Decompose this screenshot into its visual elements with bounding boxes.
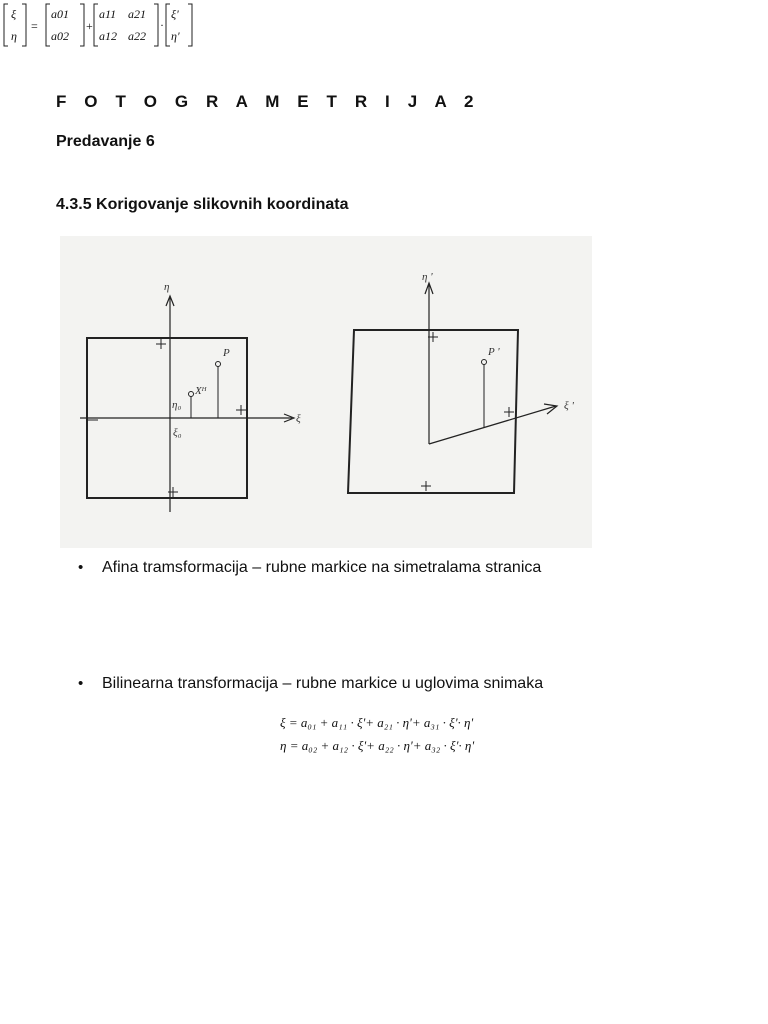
coordinate-correction-figure bbox=[60, 236, 592, 548]
figure-drawing bbox=[60, 236, 592, 548]
right-eta-label: η ' bbox=[422, 271, 433, 283]
document-title: F O T O G R A M E T R I J A 2 bbox=[56, 92, 481, 111]
rhs-eta: η' bbox=[171, 29, 180, 43]
section-heading: 4.3.5 Korigovanje slikovnih koordinata bbox=[56, 196, 349, 213]
right-point bbox=[482, 360, 487, 365]
a12: a12 bbox=[99, 29, 117, 43]
a0-2: a02 bbox=[51, 29, 69, 43]
a21: a21 bbox=[128, 7, 146, 21]
equals-sign: = bbox=[31, 19, 38, 33]
affine-matrix-svg bbox=[0, 0, 200, 50]
principal-point bbox=[189, 392, 194, 397]
rhs-xi: ξ' bbox=[171, 7, 179, 21]
lhs-eta: η bbox=[11, 29, 17, 43]
left-xi0-label: ξ₀ bbox=[173, 427, 182, 439]
left-panel bbox=[80, 296, 294, 512]
left-xi-label: ξ bbox=[296, 413, 301, 425]
left-eta-label: η bbox=[164, 281, 170, 293]
bullet-text: Bilinearna transformacija – rubne markice u uglovima snimaka bbox=[102, 675, 544, 692]
right-panel bbox=[348, 283, 557, 493]
plus-sign: + bbox=[86, 19, 93, 33]
left-xh-label: Xᴴ bbox=[195, 385, 206, 397]
bullet-symbol: • bbox=[78, 559, 84, 576]
a0-1: a01 bbox=[51, 7, 69, 21]
left-eta0-label: η₀ bbox=[172, 399, 182, 411]
lecture-subtitle: Predavanje 6 bbox=[56, 133, 155, 150]
bilinear-equation-eta: η = a₀₂ + a₁₂ · ξ'+ a₂₂ · η'+ a₃₂ · ξ'· η' bbox=[280, 738, 475, 753]
point-p bbox=[216, 362, 221, 367]
left-point-label: P bbox=[223, 347, 230, 359]
lhs-xi: ξ bbox=[11, 7, 17, 21]
right-xi-label: ξ ' bbox=[564, 400, 574, 412]
affine-equation bbox=[0, 0, 200, 50]
bullet-bilinear bbox=[78, 675, 543, 693]
right-xi-axis bbox=[429, 406, 556, 444]
bullet-text: Afina tramsformacija – rubne markice na simetralama stranica bbox=[102, 559, 542, 576]
bilinear-equation-xi: ξ = a₀₁ + a₁₁ · ξ'+ a₂₁ · η'+ a₃₁ · ξ'· η' bbox=[280, 715, 474, 730]
bullet-affine bbox=[78, 559, 541, 577]
right-point-label: P ' bbox=[488, 346, 500, 358]
bullet-symbol: • bbox=[78, 675, 84, 692]
a22: a22 bbox=[128, 29, 146, 43]
a11: a11 bbox=[99, 7, 117, 21]
dot-sign: · bbox=[160, 18, 164, 32]
